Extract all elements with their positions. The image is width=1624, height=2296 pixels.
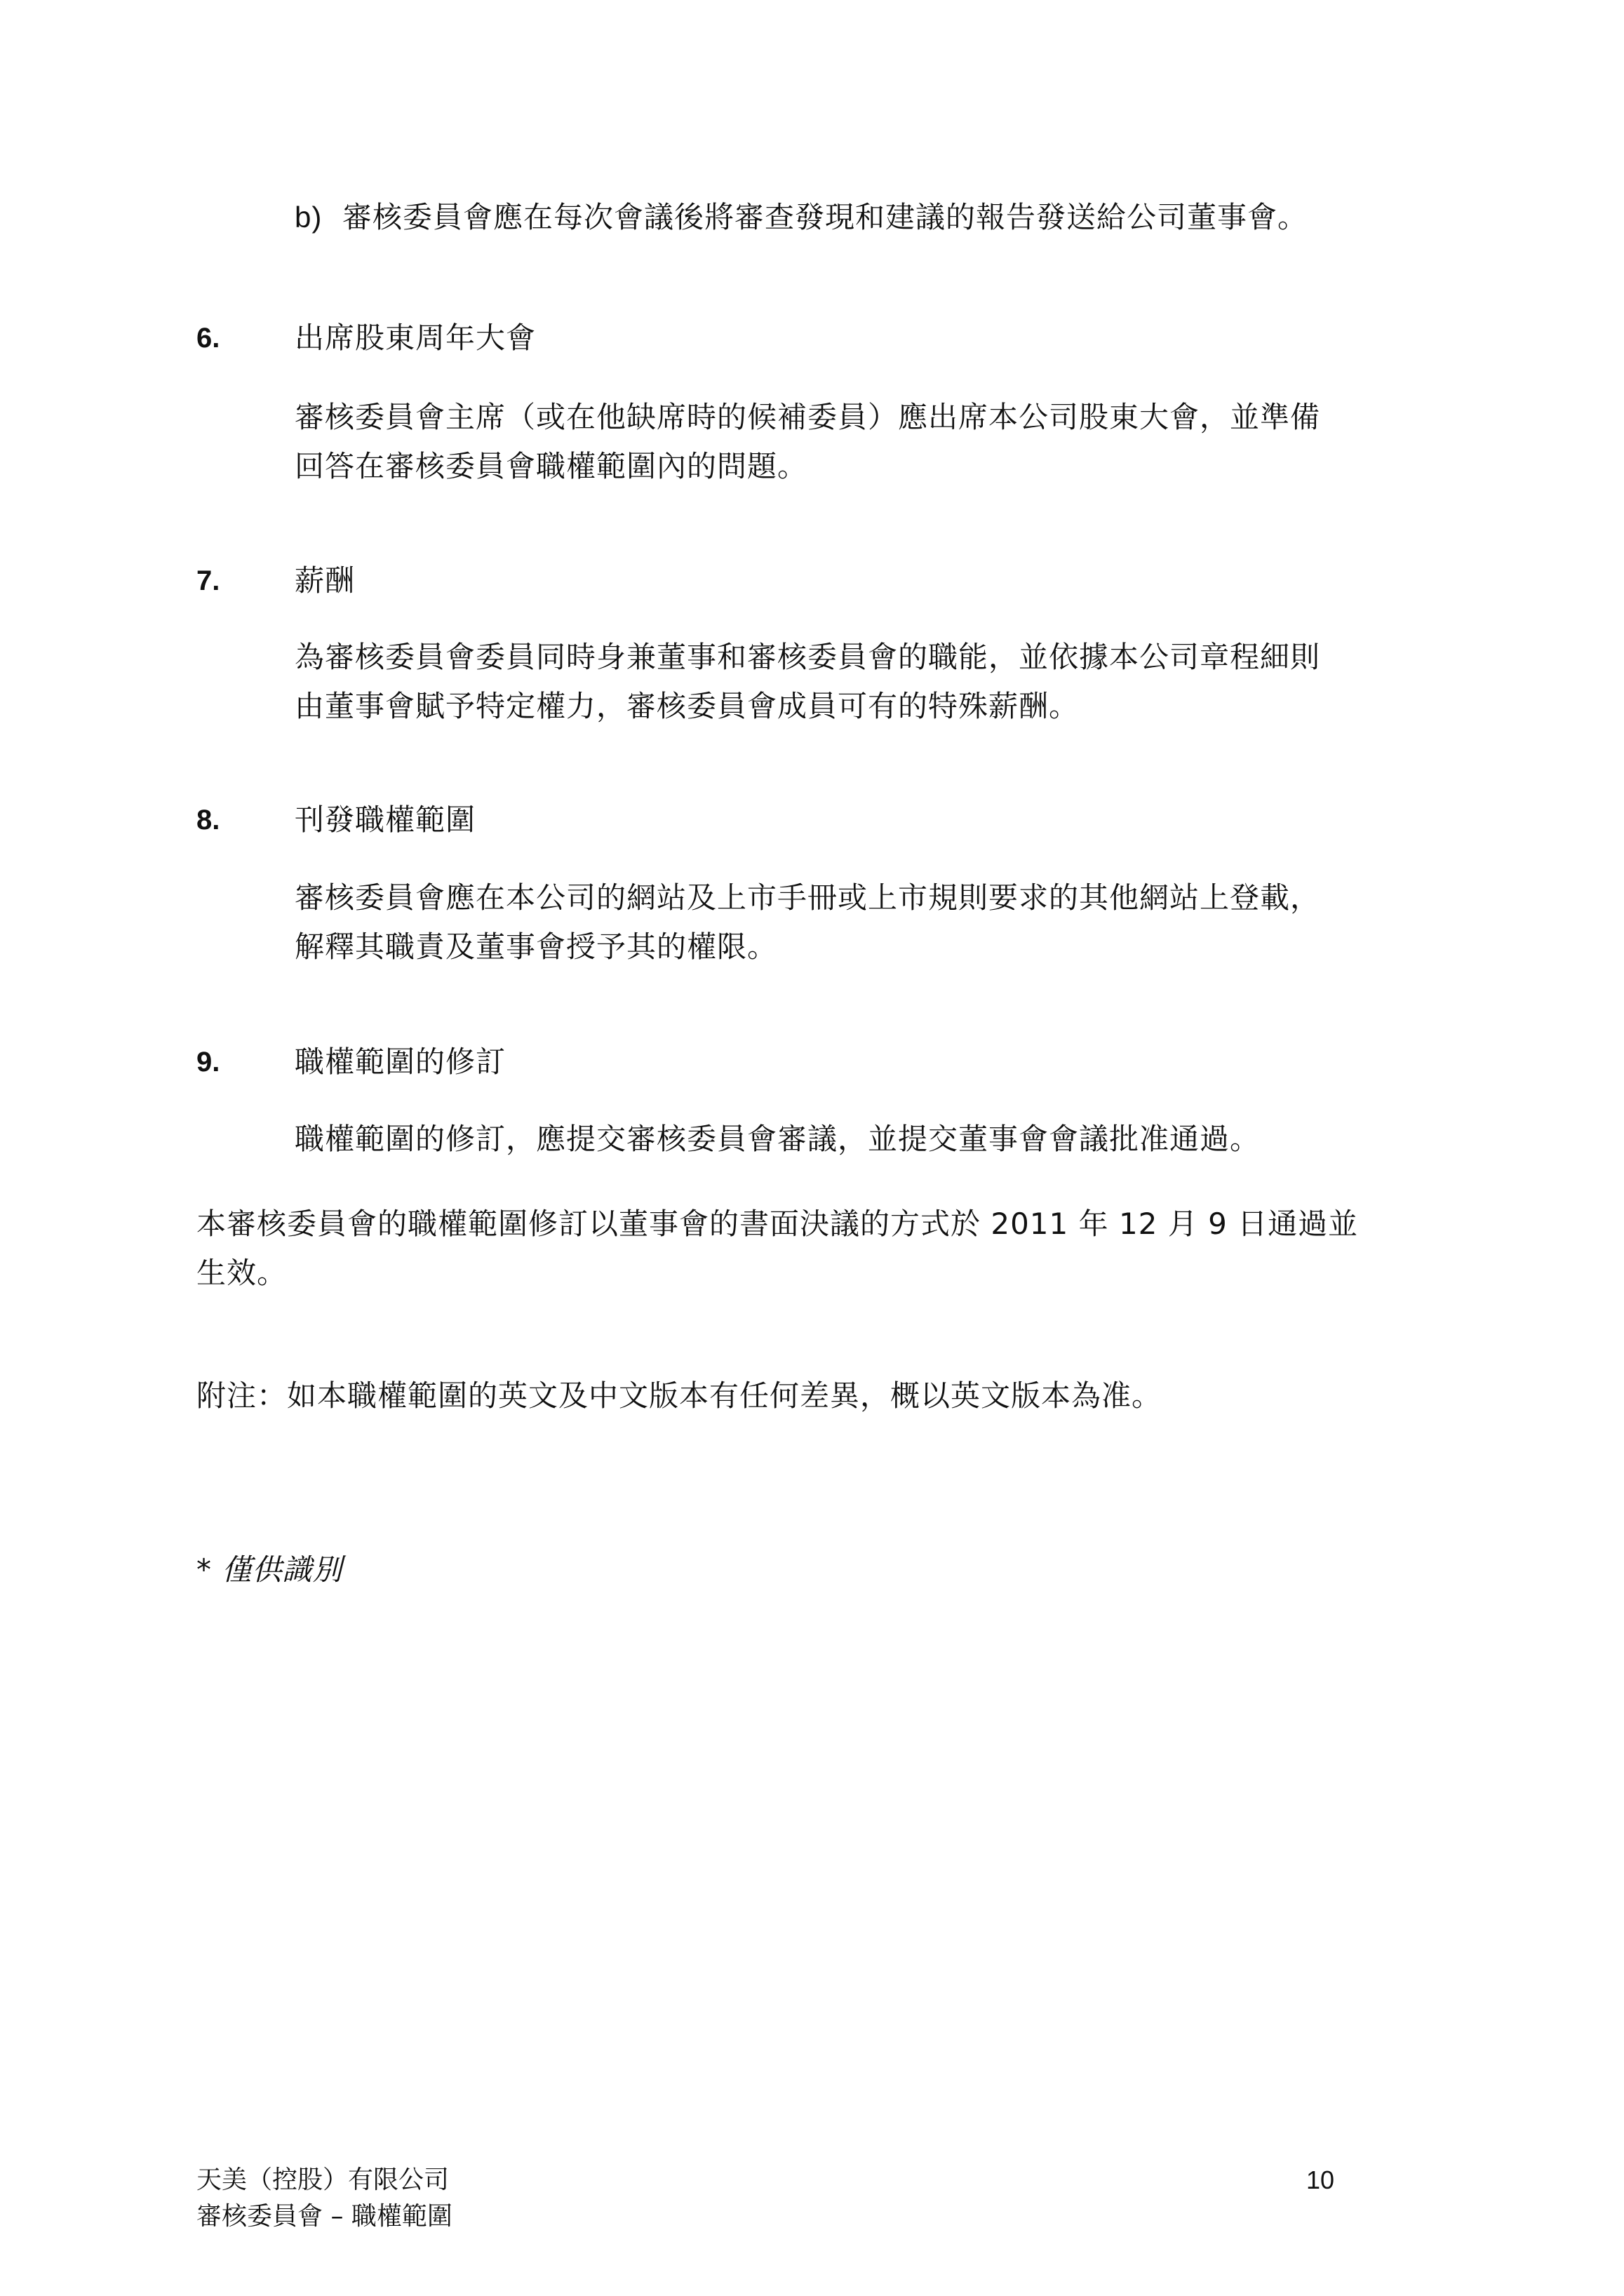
- page-number: 10: [1306, 2166, 1335, 2194]
- section-body: [295, 633, 1320, 731]
- section-body-line: 由董事會賦予特定權力，審核委員會成員可有的特殊薪酬。: [295, 689, 1080, 723]
- section-heading: 出席股東周年大會: [295, 321, 537, 355]
- language-note: 附注：如本職權範圍的英文及中文版本有任何差異，概以英文版本為准。: [196, 1378, 1162, 1413]
- adoption-statement: [196, 1200, 1358, 1298]
- footer-company: 天美（控股）有限公司: [196, 2166, 450, 2194]
- section-body-line: 為審核委員會委員同時身兼董事和審核委員會的職能，並依據本公司章程細則: [295, 640, 1321, 674]
- section-body-line: 審核委員會應在本公司的網站及上市手冊或上市規則要求的其他網站上登載，: [295, 880, 1321, 915]
- section-number: 6.: [196, 323, 220, 354]
- item-b-text: 審核委員會應在每次會議後將審查發現和建議的報告發送給公司董事會。: [342, 200, 1308, 234]
- adoption-line: 生效。: [196, 1256, 288, 1290]
- section-body-line: 審核委員會主席（或在他缺席時的候補委員）應出席本公司股東大會，並準備: [295, 400, 1321, 434]
- section-body-line: 回答在審核委員會職權範圍內的問題。: [295, 449, 808, 483]
- section-heading: 刊發職權範圍: [295, 803, 476, 837]
- section-body-line: 解釋其職責及董事會授予其的權限。: [295, 929, 778, 964]
- section-number: 7.: [196, 565, 220, 596]
- item-b-marker: b): [295, 201, 323, 234]
- section-body-line: 職權範圍的修訂，應提交審核委員會審議，並提交董事會會議批准通過。: [295, 1122, 1261, 1156]
- section-body: [295, 393, 1320, 491]
- section-number: 8.: [196, 805, 220, 835]
- section-body: [295, 1115, 1260, 1164]
- identification-note: * 僅供識別: [196, 1552, 343, 1587]
- section-number: 9.: [196, 1047, 220, 1077]
- section-body: [295, 873, 1320, 972]
- adoption-line: 本審核委員會的職權範圍修訂以董事會的書面決議的方式於 2011 年 12 月 9 日通過並: [196, 1207, 1359, 1241]
- section-heading: 職權範圍的修訂: [295, 1045, 506, 1079]
- footer-document-title: 審核委員會 – 職權範圍: [196, 2202, 452, 2231]
- section-heading: 薪酬: [295, 563, 356, 598]
